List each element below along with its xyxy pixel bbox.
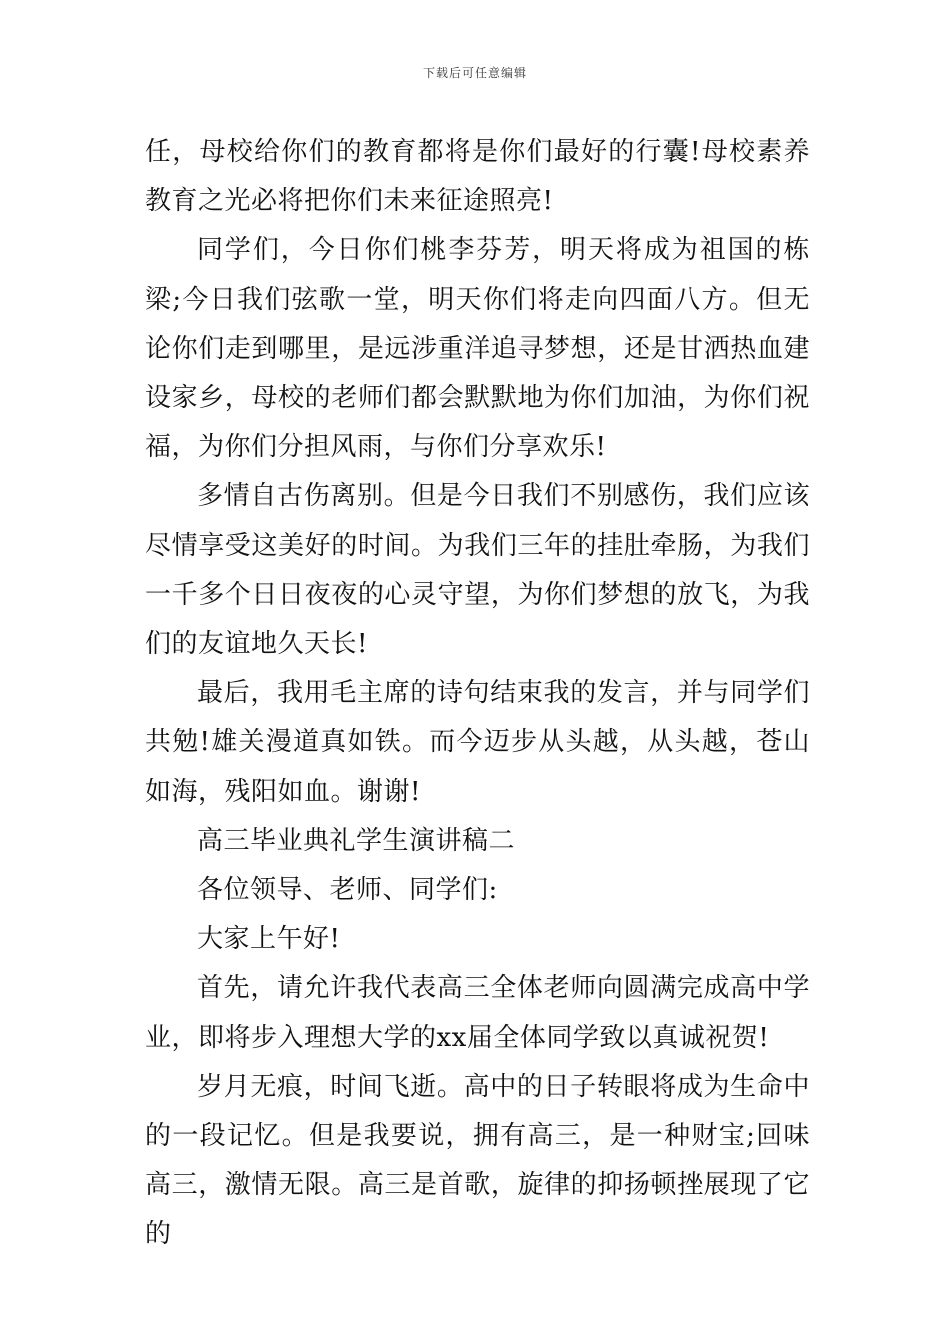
speech-title: 高三毕业典礼学生演讲稿二 bbox=[197, 825, 516, 856]
paragraph-farewell: 多情自古伤离别。但是今日我们不别感伤，我们应该尽情享受这美好的时间。为我们三年的挂肚牵肠，为我们一千多个日日夜夜的心灵守望，为你们梦想的放飞，为我们的友谊地久天长! bbox=[145, 481, 810, 660]
speech-greeting: 大家上午好! bbox=[197, 924, 341, 955]
document-body bbox=[145, 128, 810, 1260]
paragraph-closing: 最后，我用毛主席的诗句结束我的发言，并与同学们共勉!雄关漫道真如铁。而今迈步从头越，从头越，苍山如海，残阳如血。谢谢! bbox=[145, 678, 810, 807]
paragraph-classmates: 同学们，今日你们桃李芬芳，明天将成为祖国的栋梁;今日我们弦歌一堂，明天你们将走向四面八方。但无论你们走到哪里，是远涉重洋追寻梦想，还是甘洒热血建设家乡，母校的老师们都会默默地为你们加油，为你们祝福，为你们分担风雨，与你们分享欢乐! bbox=[145, 235, 810, 463]
header-note: 下载后可任意编辑 bbox=[422, 66, 527, 80]
paragraph-congratulations: 首先，请允许我代表高三全体老师向圆满完成高中学业，即将步入理想大学的xx届全体同学致以真诚祝贺! bbox=[145, 973, 810, 1053]
paragraph-memories: 岁月无痕，时间飞逝。高中的日子转眼将成为生命中的一段记忆。但是我要说，拥有高三，是一种财宝;回味高三，激情无限。高三是首歌，旋律的抑扬顿挫展现了它的 bbox=[145, 1071, 810, 1250]
speech-salutation: 各位领导、老师、同学们: bbox=[197, 875, 498, 906]
paragraph-continuation: 任，母校给你们的教育都将是你们最好的行囊!母校素养教育之光必将把你们未来征途照亮! bbox=[145, 137, 810, 217]
